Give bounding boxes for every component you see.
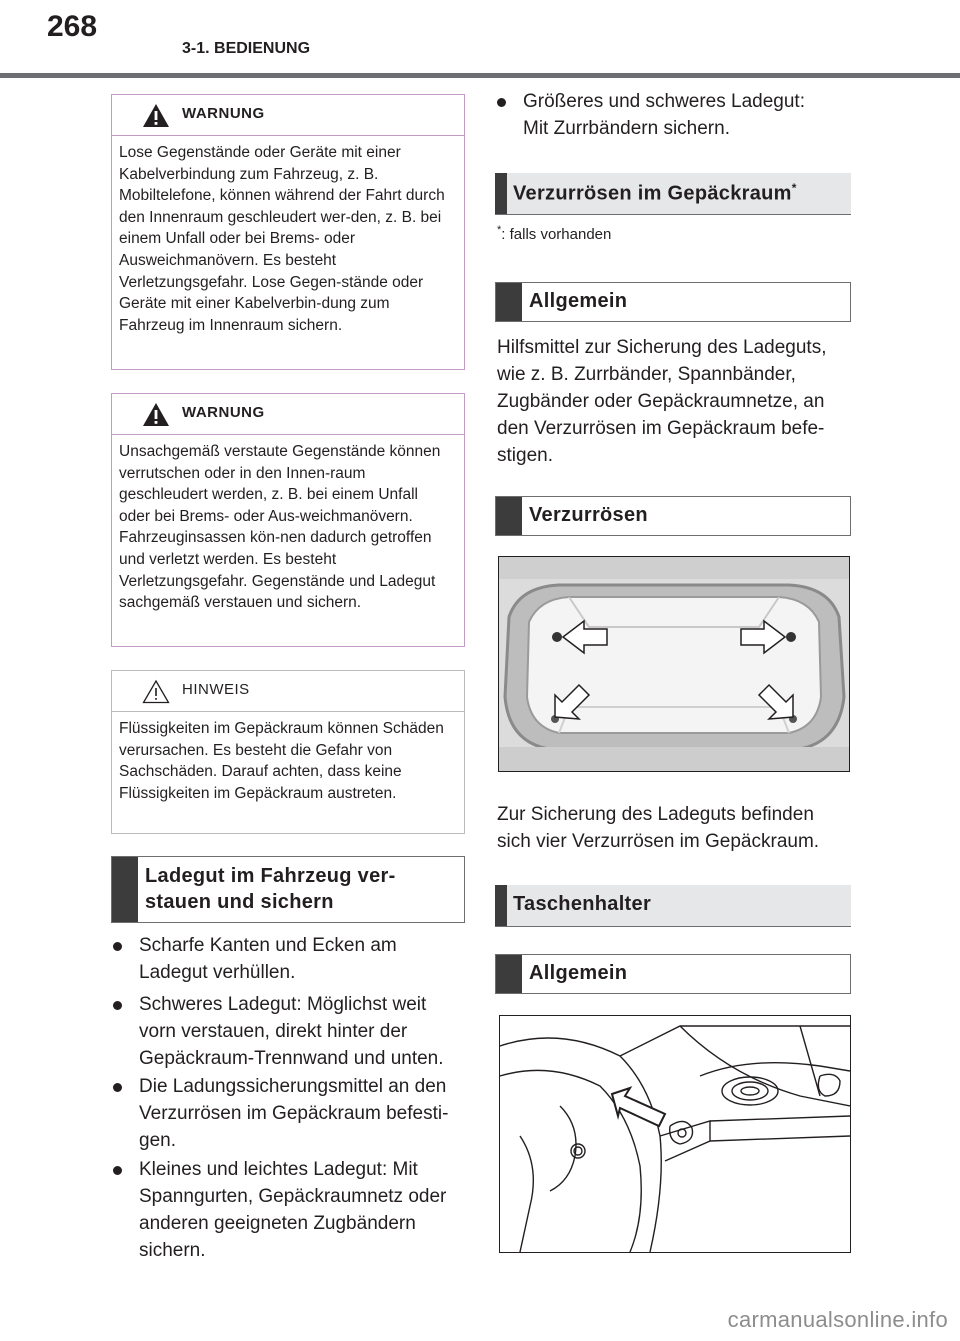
heading-tab xyxy=(495,885,507,926)
heading-tab xyxy=(496,497,522,535)
footnote: *: falls vorhanden xyxy=(497,224,612,243)
heading-tab xyxy=(496,955,522,993)
warning-header xyxy=(112,95,464,136)
subheading-verzurroesen xyxy=(495,496,851,536)
heading-text: Allgemein xyxy=(529,290,628,312)
warning-triangle-icon xyxy=(142,103,170,128)
bullet-icon xyxy=(113,1166,122,1175)
notice-label: HINWEIS xyxy=(182,681,250,698)
warning-label: WARNUNG xyxy=(182,105,265,122)
notice-box xyxy=(111,670,465,834)
list-item xyxy=(497,88,857,142)
bullet-icon xyxy=(113,1083,122,1092)
heading-tab xyxy=(495,173,507,214)
bullet-icon xyxy=(497,98,506,107)
bullet-text: Schweres Ladegut: Möglichst weit vorn verstauen, direkt hinter der Gepäckraum-Trennwand und unten. xyxy=(139,994,444,1069)
subheading-allgemein-2 xyxy=(495,954,851,994)
heading-line: stauen und sichern xyxy=(145,891,334,913)
list-item xyxy=(113,932,473,986)
heading-text xyxy=(145,863,396,915)
section-title: 3-1. BEDIENUNG xyxy=(182,40,311,57)
list-item xyxy=(113,991,473,1072)
watermark: carmanualsonline.info xyxy=(727,1307,948,1332)
paragraph: Hilfsmittel zur Sicherung des Ladeguts, wie z. B. Zurrbänder, Spannbänder, Zugbänder oder Gepäckraumnetze, an den Verzurrösen im Gepäckraum befe- stigen. xyxy=(497,337,827,466)
bullet-text: Die Ladungssicherungsmittel an den Verzurrösen im Gepäckraum befesti- gen. xyxy=(139,1076,449,1151)
heading-tab xyxy=(496,283,522,321)
warning-triangle-icon xyxy=(142,402,170,427)
heading-text: Allgemein xyxy=(529,962,628,984)
heading-taschenhalter xyxy=(495,885,851,927)
heading-ladegut xyxy=(111,856,465,923)
warning-label: WARNUNG xyxy=(182,404,265,421)
heading-line: Ladegut im Fahrzeug ver- xyxy=(145,865,396,887)
notice-triangle-icon xyxy=(142,679,170,704)
notice-header xyxy=(112,671,464,712)
bag-holder-illustration xyxy=(499,1015,851,1253)
image-caption: Zur Sicherung des Ladeguts befinden sich vier Verzurrösen im Gepäckraum. xyxy=(497,804,820,852)
bag-holder-drawing xyxy=(500,1016,850,1252)
heading-verzurroesen-gepaeckraum xyxy=(495,173,851,215)
list-item xyxy=(113,1156,473,1264)
list-item xyxy=(113,1073,473,1154)
heading-text: Verzurrösen xyxy=(529,504,648,526)
heading-text: Verzurrösen im Gepäckraum* xyxy=(513,181,797,205)
heading-text: Taschenhalter xyxy=(513,893,652,915)
warning-text: Unsachgemäß verstaute Gegenstände können verrutschen oder in den Innen-raum geschleudert werden, z. B. bei einem Unfall oder bei Brems- oder Aus-weichmanövern. Fahrzeuginsassen kön-nen dadurch getroffen und verletzt werden. Es besteht Verletzungsgefahr. Gegenstände und Ladegut sachgemäß verstauen und sichern. xyxy=(119,443,441,612)
warning-box-1 xyxy=(111,94,465,370)
heading-tab xyxy=(112,857,138,922)
trunk-drawing xyxy=(499,557,849,771)
notice-text: Flüssigkeiten im Gepäckraum können Schäden verursachen. Es besteht die Gefahr von Sachschäden. Darauf achten, dass keine Flüssigkeiten im Gepäckraum austreten. xyxy=(119,720,444,802)
warning-box-2 xyxy=(111,393,465,647)
subheading-allgemein xyxy=(495,282,851,322)
trunk-illustration xyxy=(498,556,850,772)
bullet-icon xyxy=(113,942,122,951)
header-rule xyxy=(0,73,960,78)
warning-header xyxy=(112,394,464,435)
bullet-text: Kleines und leichtes Ladegut: Mit Spanngurten, Gepäckraumnetz oder anderen geeigneten Zugbändern sichern. xyxy=(139,1159,447,1261)
bullet-icon xyxy=(113,1001,122,1010)
warning-text: Lose Gegenstände oder Geräte mit einer Kabelverbindung zum Fahrzeug, z. B. Mobiltelefone, können während der Fahrt durch den Innenraum geschleudert wer-den, z. B. bei einem Unfall oder bei Brems- oder Ausweichmanövern. Es besteht Verletzungsgefahr. Lose Gegen-stände oder Geräte mit einer Kabelverbin-dung zum Fahrzeug im Innenraum sichern. xyxy=(119,144,445,334)
page-number: 268 xyxy=(47,10,98,43)
bullet-text: Scharfe Kanten und Ecken am Ladegut verhüllen. xyxy=(139,935,397,983)
bullet-text: Größeres und schweres Ladegut: Mit Zurrbändern sichern. xyxy=(523,91,805,139)
